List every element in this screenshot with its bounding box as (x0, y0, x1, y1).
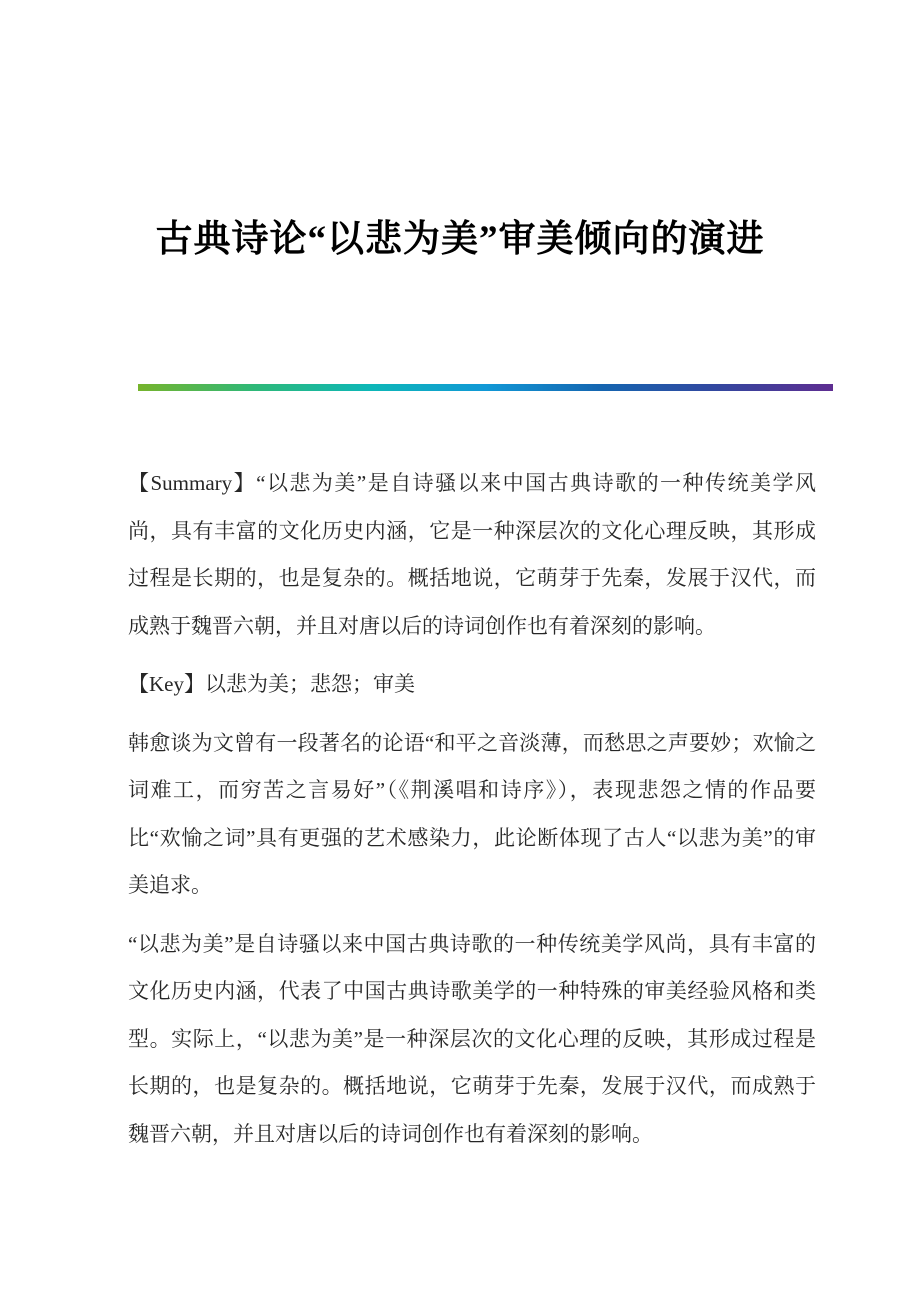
keywords-paragraph: 【Key】以悲为美；悲怨；审美 (128, 672, 415, 696)
article-title: 古典诗论“以悲为美”审美倾向的演进 (155, 219, 765, 260)
article-body (128, 460, 816, 1169)
divider-bar (138, 384, 833, 391)
summary-paragraph: 【Summary】“以悲为美”是自诗骚以来中国古典诗歌的一种传统美学风尚，具有丰富的文化历史内涵，它是一种深层次的文化心理反映，其形成过程是长期的，也是复杂的。概括地说，它萌芽于先秦，发展于汉代，而成熟于魏晋六朝，并且对唐以后的诗词创作也有着深刻的影响。 (128, 471, 816, 638)
body-paragraph-1: 韩愈谈为文曾有一段著名的论语“和平之音淡薄，而愁思之声要妙；欢愉之词难工，而穷苦之言易好”（《荆溪唱和诗序》），表现悲怨之情的作品要比“欢愉之词”具有更强的艺术感染力，此论断体现了古人“以悲为美”的审美追求。 (128, 730, 816, 897)
body-paragraph-2: “以悲为美”是自诗骚以来中国古典诗歌的一种传统美学风尚，具有丰富的文化历史内涵，代表了中国古典诗歌美学的一种特殊的审美经验风格和类型。实际上，“以悲为美”是一种深层次的文化心理的反映，其形成过程是长期的，也是复杂的。概括地说，它萌芽于先秦，发展于汉代，而成熟于魏晋六朝，并且对唐以后的诗词创作也有着深刻的影响。 (128, 931, 816, 1146)
